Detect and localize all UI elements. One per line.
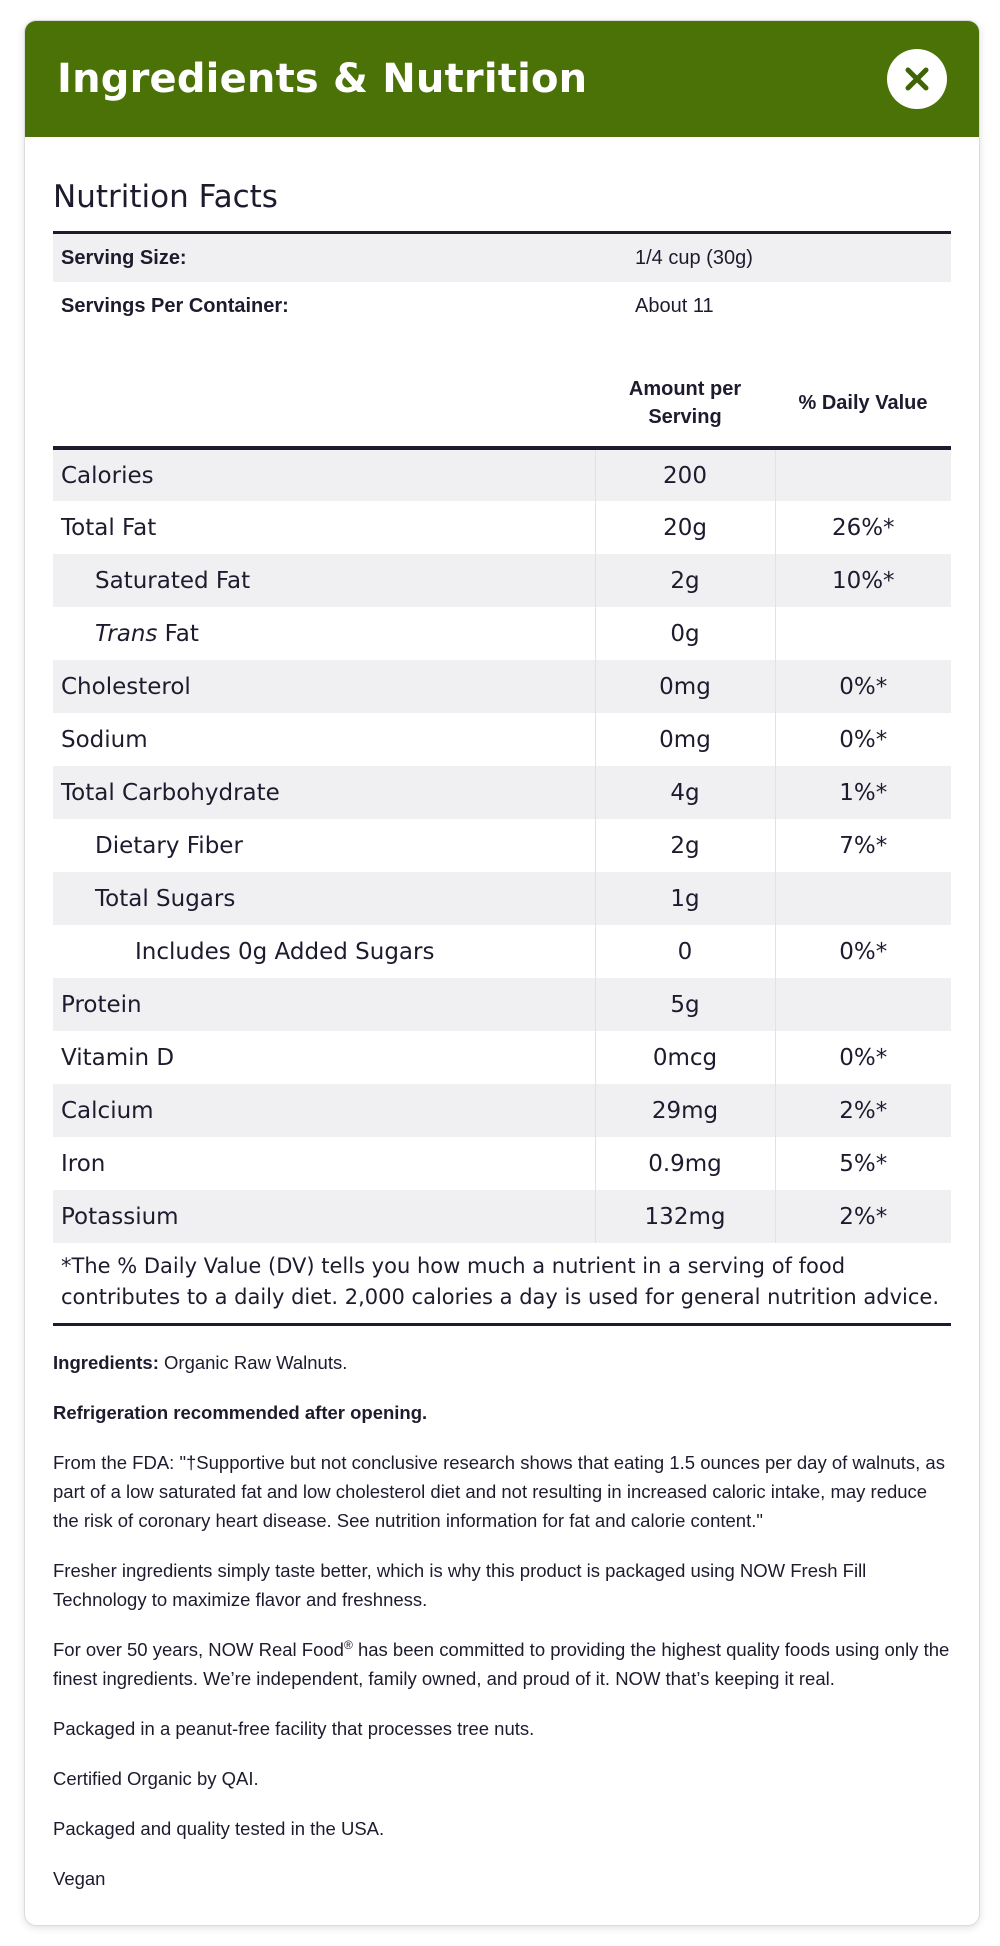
now-text-part1: For over 50 years, NOW Real Food: [53, 1639, 344, 1660]
nutrient-amount: 0g: [595, 607, 775, 660]
modal-header: [25, 21, 979, 137]
servings-per-container-label: Servings Per Container:: [61, 294, 289, 317]
nutrient-amount: 20g: [595, 501, 775, 554]
fresher-paragraph: Fresher ingredients simply taste better, which is why this product is packaged using NOW Fresh Fill Technology to maximize flavor and freshness.: [53, 1560, 867, 1610]
usa-paragraph: Packaged and quality tested in the USA.: [53, 1818, 385, 1839]
nutrient-dv: [775, 872, 951, 925]
nutrient-amount: 0.9mg: [595, 1137, 775, 1190]
nutrient-dv: 10%*: [775, 554, 951, 607]
table-row: [53, 1084, 951, 1137]
nutrient-name: Total Carbohydrate: [53, 766, 595, 819]
fda-paragraph: From the FDA: "†Supportive but not conclusive research shows that eating 1.5 ounces per day of walnuts, as part of a low saturated fat and low cholesterol diet and not resulting in increased caloric intake, may reduce the risk of coronary heart disease. See nutrition information for fat and calorie content.": [53, 1452, 945, 1531]
modal-content: [25, 179, 979, 1893]
nutrient-name: Cholesterol: [53, 660, 595, 713]
nutrient-name: Potassium: [53, 1190, 595, 1243]
amount-per-serving-header: Amount per Serving: [595, 360, 775, 448]
table-row: [53, 554, 951, 607]
table-row: [53, 1190, 951, 1243]
table-row: [53, 1031, 951, 1084]
close-icon: [904, 66, 930, 92]
nutrient-dv: 0%*: [775, 925, 951, 978]
nutrient-amount: 1g: [595, 872, 775, 925]
now-paragraph: [53, 1635, 951, 1693]
nutrient-amount: 132mg: [595, 1190, 775, 1243]
nutrient-dv: [775, 448, 951, 501]
nutrient-name: Total Sugars: [53, 872, 595, 925]
trans-rest: Fat: [157, 620, 199, 647]
nutrition-modal: [24, 20, 980, 1926]
table-row: [53, 819, 951, 872]
peanut-paragraph: Packaged in a peanut-free facility that processes tree nuts.: [53, 1718, 535, 1739]
nutrition-facts-title: Nutrition Facts: [53, 179, 951, 234]
nutrient-name: Total Fat: [61, 514, 157, 541]
nutrient-amount: 4g: [595, 766, 775, 819]
nutrient-amount: 0mg: [595, 713, 775, 766]
nutrient-header-row: [53, 360, 951, 448]
table-row: [53, 713, 951, 766]
nutrient-dv: 7%*: [775, 819, 951, 872]
nutrient-header-blank: [53, 360, 595, 448]
table-row: [53, 925, 951, 978]
serving-size-value: 1/4 cup (30g): [627, 234, 951, 282]
nutrient-name: Calcium: [53, 1084, 595, 1137]
nutrient-dv: 0%*: [775, 660, 951, 713]
servings-per-container-row: [53, 282, 951, 330]
footnote-row: [53, 1243, 951, 1325]
nutrient-name: Saturated Fat: [53, 554, 595, 607]
table-row: [53, 766, 951, 819]
product-info: [53, 1326, 951, 1893]
close-button[interactable]: [887, 49, 947, 109]
table-row: [53, 501, 951, 554]
nutrient-amount: 5g: [595, 978, 775, 1031]
nutrient-table: [53, 360, 951, 1326]
nutrient-dv: 5%*: [775, 1137, 951, 1190]
nutrient-amount: 29mg: [595, 1084, 775, 1137]
servings-per-container-value: About 11: [635, 294, 714, 317]
nutrient-amount: 0: [595, 925, 775, 978]
nutrient-name: Includes 0g Added Sugars: [135, 938, 435, 965]
nutrient-name: Calories: [53, 448, 595, 501]
trans-italic: Trans: [95, 620, 158, 647]
nutrient-name: Vitamin D: [61, 1044, 175, 1071]
nutrient-name: Protein: [53, 978, 595, 1031]
nutrient-amount: 2g: [595, 819, 775, 872]
table-row: [53, 872, 951, 925]
daily-value-footnote: *The % Daily Value (DV) tells you how much a nutrient in a serving of food contributes to a daily diet. 2,000 calories a day is used for general nutrition advice.: [53, 1243, 951, 1325]
ingredients-value: Organic Raw Walnuts.: [158, 1352, 348, 1373]
daily-value-header: % Daily Value: [775, 360, 951, 448]
registered-mark: ®: [343, 1637, 353, 1652]
nutrient-dv: [775, 978, 951, 1031]
nutrient-amount: 2g: [595, 554, 775, 607]
nutrient-dv: 0%*: [775, 713, 951, 766]
nutrient-dv: 2%*: [775, 1084, 951, 1137]
refrigeration-text: Refrigeration recommended after opening.: [53, 1402, 428, 1423]
nutrient-name: Iron: [61, 1150, 106, 1177]
nutrient-name: Sodium: [61, 726, 148, 753]
nutrient-name: Dietary Fiber: [95, 832, 243, 859]
nutrient-dv: 26%*: [775, 501, 951, 554]
ingredients-paragraph: [53, 1348, 951, 1377]
table-row: [53, 978, 951, 1031]
nutrient-dv: [775, 607, 951, 660]
ingredients-label: Ingredients:: [53, 1352, 159, 1373]
table-row: [53, 607, 951, 660]
table-row: [53, 1137, 951, 1190]
table-row: [53, 448, 951, 501]
vegan-paragraph: Vegan: [53, 1868, 106, 1889]
nutrient-dv: 1%*: [775, 766, 951, 819]
now-text-part2: has been committed to providing the highest quality foods using only the finest ingredients. We’re independent, family owned, and proud of it. NOW that’s keeping it real.: [53, 1639, 950, 1689]
nutrient-amount: 200: [595, 448, 775, 501]
organic-paragraph: Certified Organic by QAI.: [53, 1768, 259, 1789]
nutrient-name: [53, 607, 595, 660]
modal-title: Ingredients & Nutrition: [57, 56, 588, 102]
nutrient-dv: 2%*: [775, 1190, 951, 1243]
refrigeration-paragraph: [53, 1398, 951, 1427]
table-row: [53, 660, 951, 713]
nutrient-amount: 0mcg: [595, 1031, 775, 1084]
serving-size-label: Serving Size:: [53, 234, 627, 282]
nutrient-dv: 0%*: [775, 1031, 951, 1084]
serving-size-row: [53, 234, 951, 282]
serving-table: [53, 234, 951, 330]
nutrient-amount: 0mg: [595, 660, 775, 713]
